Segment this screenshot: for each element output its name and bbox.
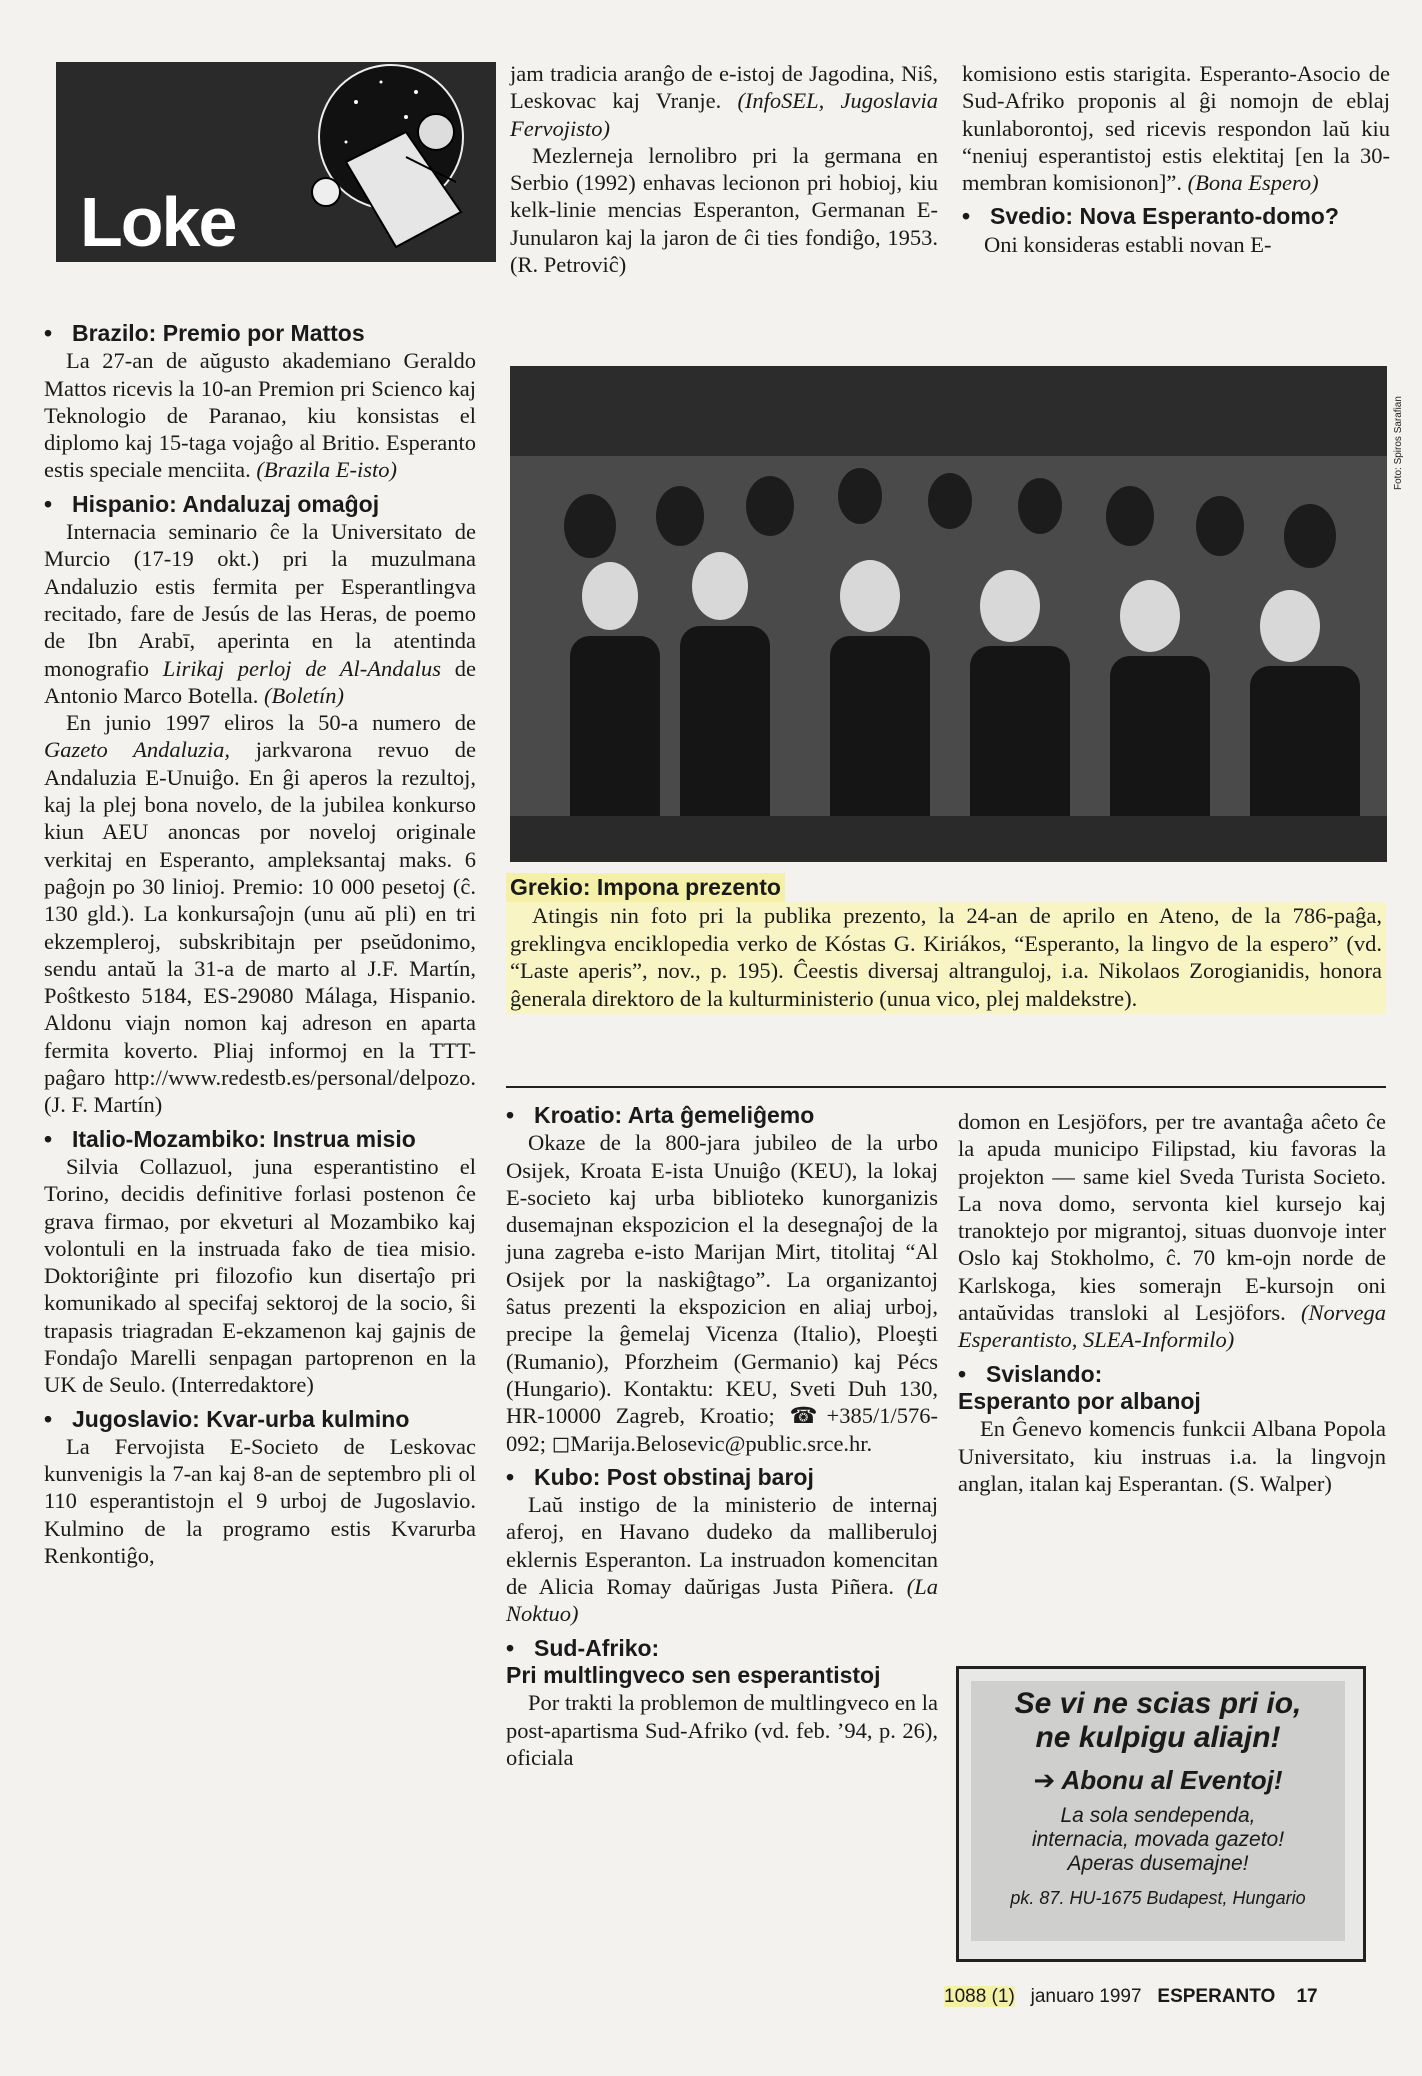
article-text: komisiono estis starigita. Esperanto-Asocio de Sud-Afriko proponis al ĝi nomojn de eblaj kunlaborontoj, sed ricevis respondon laŭ kiu “neniuj esperantistoj estis elektitaj [en la 30-membran komisionon]”. (Bona Espero) [962, 61, 1390, 196]
article-heading: • Italio-Mozambiko: Instrua misio [44, 1125, 416, 1152]
article-text: Internacia seminario ĉe la Universitato de Murcio (17-19 okt.) pri la muzulmana Andaluzio estis fermita per Esperantlingva recitado, fare de Jesús de las Heras, de poemo de Ibn Arabī, aperinta en la atentinda monografio Lirikaj perloj de Al-Andalus de Antonio Marco Botella. (Boletín) [44, 519, 477, 708]
ad-panel [971, 1681, 1345, 1941]
article-heading: • Sud-Afriko: Pri multlingveco sen esperantistoj [506, 1634, 881, 1688]
page-footer [944, 1986, 1384, 2008]
ad-line: La sola sendependa, [1060, 1804, 1256, 1827]
divider [506, 1086, 1386, 1088]
article-heading: • Svedio: Nova Esperanto-domo? [962, 203, 1339, 230]
article-heading: • Jugoslavio: Kvar-urba kulmino [44, 1405, 410, 1432]
article-text: En junio 1997 eliros la 50-a numero de Gazeto Andaluzia, jarkvarona revuo de Andaluzia E-Unuiĝo. En ĝi aperos la rezultoj, kaj la plej bona novelo, de la jubilea konkurso kiun AEU anoncas por noveloj originale verkitaj en Esperanto, ampleksantaj maks. 6 paĝojn po 30 linioj. Premio: 10 000 pesetoj (ĉ. 130 gld.). La konkursaĵojn (unu aŭ pli) en tri ekzempleroj, subskribitajn per pseŭdonimo, sendu antaŭ la 31-a de marto al J.F. Martín, Poŝtkesto 5184, ES-29080 Málaga, Hispanio. Aldonu viajn nomon kaj adreson en aparta fermita koverto. Pliaj informoj en la TTT-paĝaro http://www.redestb.es/personal/delpozo. (J. F. Martín) [44, 710, 476, 1118]
article-text: domon en Lesjöfors, per tre avantaĝa aĉeto ĉe la apuda municipo Filipstad, kiu favoras la projekton — same kiel Sveda Turista Societo. La nova domo, servonta kiel kursejo kaj tranoktejo por migrantoj, situas duonvoje inter Oslo kaj Stokholmo, ĉ. 70 km-ojn norde de Karlskoga, kies somerajn E-kursojn oni antaŭvidas transloki al Lesjöfors. (Norvega Esperantisto, SLEA-Informilo) [958, 1109, 1386, 1353]
ad-line: internacia, movada gazeto! [1031, 1828, 1285, 1851]
article-text: Por trakti la problemon de multlingveco en la post-apartisma Sud-Afriko (vd. feb. ’94, p. 26), oficiala [506, 1690, 938, 1770]
article-heading: • Brazilo: Premio por Mattos [44, 320, 365, 346]
caption-heading: Grekio: Impona prezento [506, 873, 785, 902]
article-text: La 27-an de aŭgusto akademiano Geraldo Mattos ricevis la 10-an Premion pri Scienco kaj Teknologio de Paranao, kiu konsistas el diplomo kaj 15-taga vojaĝo al Britio. Esperanto estis speciale menciita. (Brazila E-isto) [44, 348, 476, 483]
caption-text: Atingis nin foto pri la publika prezento, la 24-an de aprilo en Ateno, de la 786-paĝa, greklingva enciklopedia verko de Kóstas G. Kiriákos, “Esperanto, la lingvo de la espero” (vd. “Laste aperis”, nov., p. 195). Ĉeestis diversaj altranguloj, i.a. Nikolaos Zorogianidis, honora ĝenerala direktoro de la kulturministerio (unua vico, plej maldekstre). [506, 902, 1386, 1014]
column-3-top [962, 60, 1390, 258]
page-title: Loke [80, 183, 236, 261]
astronaut-illustration [286, 62, 496, 262]
article-heading: • Hispanio: Andaluzaj omaĝoj [44, 490, 380, 517]
article-heading: • Svislando: Esperanto por albanoj [958, 1360, 1201, 1414]
photo-image [510, 366, 1387, 862]
ad-line: ne kulpigu aliajn! [1035, 1721, 1281, 1754]
photo-credit: Foto: Spiros Sarafian [1393, 396, 1404, 490]
article-heading: • Kubo: Post obstinaj baroj [506, 1463, 814, 1490]
loke-header [56, 62, 496, 262]
article-heading: • Kroatio: Arta ĝemeliĝemo [506, 1102, 815, 1128]
subscription-ad [956, 1666, 1366, 1962]
article-text: Laŭ instigo de la ministerio de internaj aferoj, en Havano dudeko da malliberuloj eklernis Esperanton. La instruadon komencitan de Alicia Romay daŭrigas Justa Piñera. (La Noktuo) [506, 1492, 939, 1627]
column-1 [44, 320, 476, 1569]
article-text: En Ĝenevo komencis funkcii Albana Popola Universitato, kiu instruas i.a. la lingvojn anglan, italan kaj Esperantan. (S. Walper) [958, 1416, 1386, 1496]
page-number: 17 [1296, 1986, 1318, 2007]
article-text: Okaze de la 800-jara jubileo de la urbo Osijek, Kroata E-ista Unuiĝo (KEU), la lokaj E-societo kaj urba biblioteko kunorganizis dusemajnan ekspozicion el la desegnaĵoj de la juna zagreba e-isto Marijan Mirt, titolitaj “Al Osijek por la naskiĝtago”. La organizantoj ŝatus prezenti la ekspozicion en aliaj urboj, precipe la ĝemelaj Vicenza (Italio), Ploeşti (Rumanio), Pforzheim (Germanio) kaj Pécs (Hungario). Kontaktu: KEU, Sveti Duh 130, HR-10000 Zagreb, Kroatio; ☎+385/1/576-092; ◻Marija.Belosevic@public.srce.hr. [506, 1130, 938, 1456]
article-text: jam tradicia aranĝo de e-istoj de Jagodina, Niŝ, Leskovac kaj Vranje. (InfoSEL, Jugoslavia Fervojisto) [510, 61, 939, 141]
issue-date: januaro 1997 [1030, 1986, 1142, 2007]
column-2-top [510, 60, 938, 278]
article-text: Silvia Collazuol, juna esperantistino el Torino, decidis definitive forlasi postenon ĉe grava firmao, por ekveturi al Mozambiko kaj volontuli en la instruada fako de tiea misio. Doktoriĝinte pri filozofio kun disertaĵo pri komunikado al specifaj sektoroj de la socio, ŝi trapasis triagradan E-ekzamenon kaj gajnis de Fondaĵo Marelli senpagan partoprenon en la UK de Seulo. (Interredaktore) [44, 1153, 476, 1398]
column-2-bottom [506, 1102, 938, 1771]
photo-caption [506, 873, 1386, 1014]
ad-line: Aperas dusemajne! [1067, 1852, 1249, 1875]
audience-photo [510, 366, 1387, 862]
column-3-bottom [958, 1108, 1386, 1497]
article-text: La Fervojista E-Societo de Leskovac kunvenigis la 7-an kaj 8-an de septembro pli ol 110 esperantistojn el 9 urboj de Jugoslavio. Kulmino de la programo estis Kvarurba Renkontiĝo, [44, 1433, 476, 1569]
ad-line: Se vi ne scias pri io, [1014, 1687, 1302, 1720]
ad-address: pk. 87. HU-1675 Budapest, Hungario [1010, 1888, 1306, 1908]
issue-number: 1088 (1) [944, 1986, 1015, 2007]
ad-line: ➔ Abonu al Eventoj! [1033, 1765, 1283, 1795]
article-text: Mezlerneja lernolibro pri la germana en Serbio (1992) enhavas lecionon pri hobioj, kiu kelk-linie mencias Esperanton, Germanan E-Junularon kaj la jaron de ĉi ties fondiĝo, 1953. (R. Petroviĉ) [510, 142, 938, 278]
article-text: Oni konsideras establi novan E- [984, 231, 1272, 257]
magazine-name: ESPERANTO [1157, 1986, 1276, 2007]
